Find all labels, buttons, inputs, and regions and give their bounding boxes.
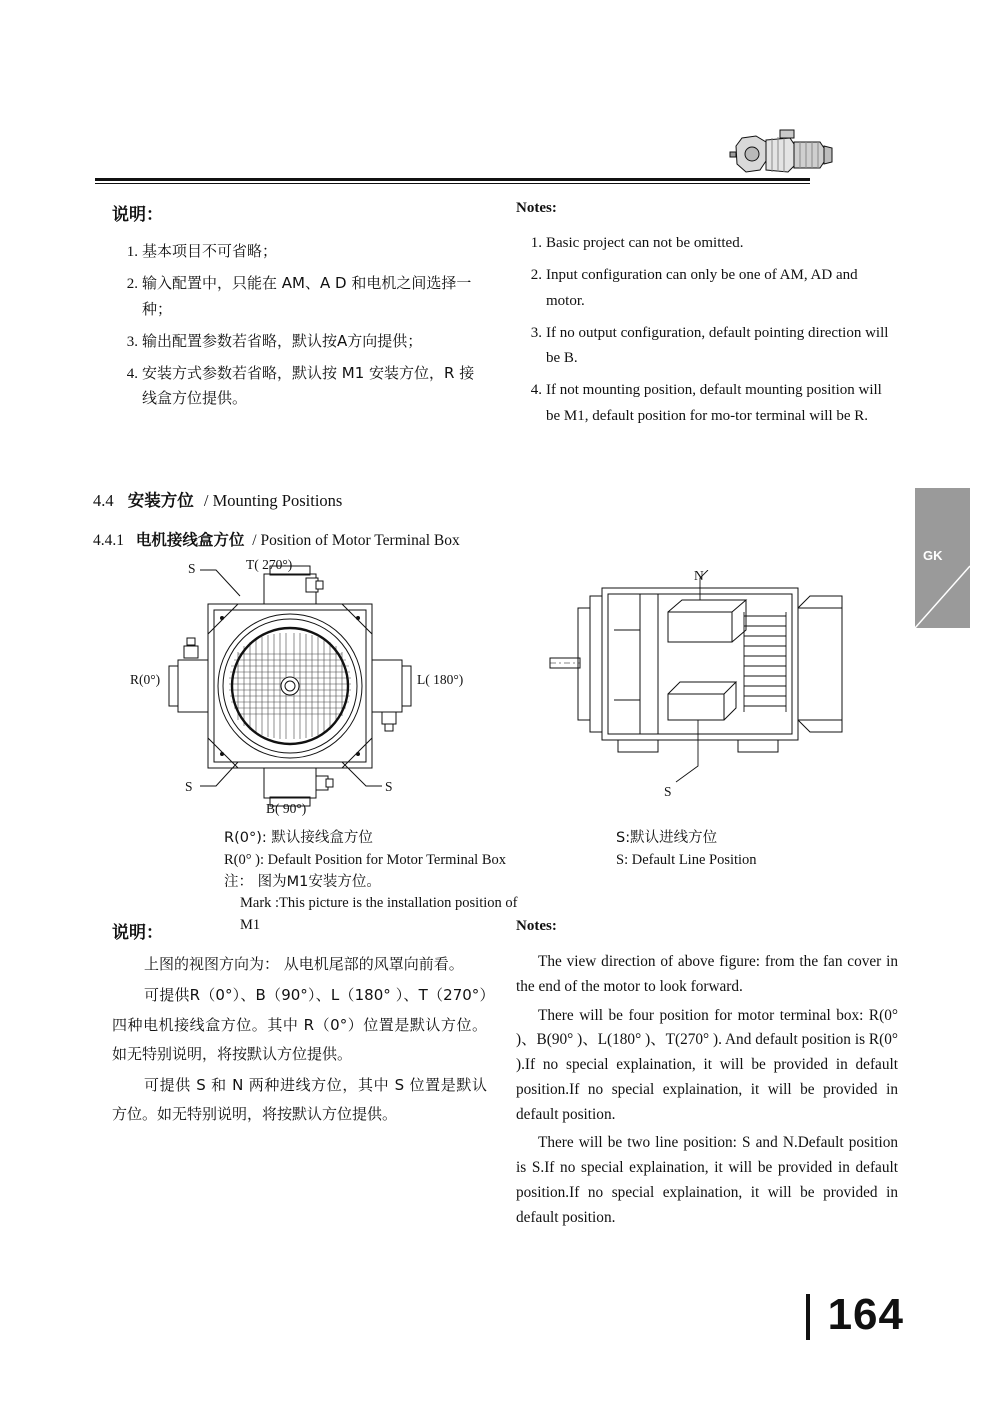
paragraph: There will be two line position: S and N.Default position is S.If no special explaination, it will be provided in default position.If no special explaination, it will be provided in default position.	[516, 1134, 898, 1226]
subsection-title-en: / Position of Motor Terminal Box	[252, 532, 460, 549]
section-title-en: / Mounting Positions	[203, 491, 343, 510]
notes-bottom-en-body	[516, 950, 898, 1234]
subsection-title-cn: 电机接线盒方位	[135, 531, 245, 549]
subsection-number: 4.4.1	[93, 532, 124, 549]
page-number-rule	[806, 1294, 810, 1340]
notes-en-list	[516, 230, 898, 428]
figure-motor-side-view	[548, 570, 868, 810]
figure-motor-terminal-box-positions	[130, 556, 470, 816]
list-item: 3. 输出配置参数若省略，默认按A方向提供；	[126, 331, 423, 350]
figure-label-r0: R(0°)	[130, 672, 161, 687]
figure-label-b90: B( 90°)	[266, 801, 307, 816]
figure-label-s-bottom-right: S	[385, 779, 393, 794]
list-item: 2. 输入配置中，只能在 AM、A D 和电机之间选择一种；	[126, 274, 472, 318]
page-number: 164	[827, 1290, 904, 1339]
notes-bottom-cn-title: 说明：	[112, 923, 163, 943]
figure-label-n: N	[694, 570, 704, 583]
notes-bottom-en-title: Notes:	[516, 918, 557, 934]
side-tab-label: GK	[923, 548, 943, 563]
notes-en-title: Notes:	[516, 200, 557, 216]
gearbox-logo-icon	[728, 128, 838, 184]
paragraph: The view direction of above figure: from the fan cover in the end of the motor to look forward.	[516, 953, 898, 995]
notes-cn-list	[112, 239, 482, 411]
figure-label-s-top-left: S	[188, 561, 196, 576]
list-item: 2. Input configuration can only be one of AM, AD and motor.	[530, 267, 858, 309]
list-item: 1. 基本项目不可省略；	[126, 242, 278, 260]
figure-label-l180: L( 180°)	[417, 672, 464, 687]
figure-left-caption: R(0°): 默认接线盒方位 R(0° ): Default Position for Motor Terminal Box 注： 图为M1安装方位。 Mark :This picture is the installation position of M1	[224, 830, 518, 933]
notes-bottom-cn-body	[112, 950, 487, 1132]
list-item: 4. If not mounting position, default mounting position will be M1, default position for mo-tor terminal will be R.	[530, 382, 882, 424]
list-item: 3. If no output configuration, default pointing direction will be B.	[530, 324, 889, 367]
side-tab-gk	[915, 488, 970, 628]
paragraph: 可提供 S 和 N 两种进线方位，其中 S 位置是默认方位。如无特别说明，将按默认方位提供。	[112, 1076, 487, 1124]
figure-label-s-bottom-left: S	[185, 779, 193, 794]
list-item: 4. 安装方式参数若省略，默认按 M1 安装方位，R 接线盒方位提供。	[126, 364, 475, 408]
paragraph: 可提供R（0°）、B（90°）、L（180° ）、T（270°）四种电机接线盒方位。其中 R（0°）位置是默认方位。如无特别说明，将按默认方位提供。	[112, 986, 487, 1063]
list-item: 1. Basic project can not be omitted.	[530, 235, 744, 251]
notes-cn-title: 说明：	[112, 205, 163, 225]
figure-label-s: S	[664, 784, 672, 799]
section-number: 4.4	[93, 491, 114, 510]
figure-label-t270: T( 270°)	[246, 557, 293, 572]
notes-bottom-en-title-block	[516, 918, 557, 935]
notes-bottom-cn-title-block	[112, 918, 163, 943]
section-heading-4-4	[93, 487, 342, 511]
section-title-cn: 安装方位	[127, 491, 194, 510]
paragraph: There will be four position for motor terminal box: R(0° )、B(90° )、L(180° )、T(270° ). And default position is R(0° ).If no special explaination, it will be provided in default position.If no special explaination, it will be provided in default position.	[516, 1006, 898, 1123]
section-heading-4-4-1	[93, 528, 460, 550]
figure-right-caption: S:默认进线方位 S: Default Line Position	[616, 830, 757, 868]
paragraph: 上图的视图方向为： 从电机尾部的风罩向前看。	[144, 955, 464, 973]
